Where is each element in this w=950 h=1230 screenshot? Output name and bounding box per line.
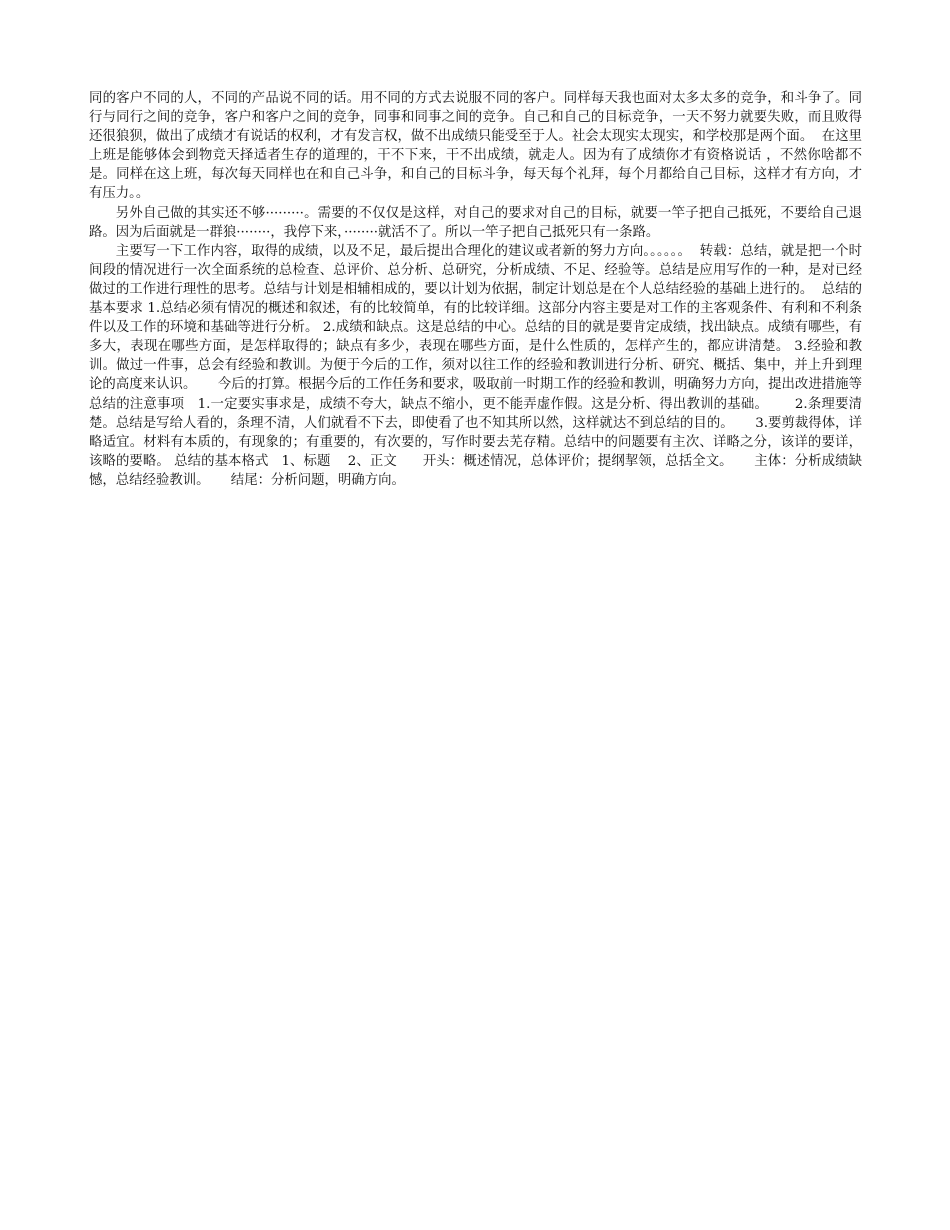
paragraph-self-pressure: 另外自己做的其实还不够·········。需要的不仅仅是这样，对自己的要求对自己的目标，就要一竿子把自己抵死，不要给自己退路。因为后面就是一群狼········，我停下来，········就活不了。所以一竿子把自己抵死只有一条路。	[89, 205, 862, 240]
paragraph-summary-guidelines: 主要写一下工作内容，取得的成绩，以及不足，最后提出合理化的建议或者新的努力方向。。。。。。 转载：总结，就是把一个时间段的情况进行一次全面系统的总检查、总评价、总分析、总研究，分析成绩、不足、经验等。总结是应用写作的一种，是对已经做过的工作进行理性的思考。总结与计划是相辅相成的，要以计划为依据，制定计划总是在个人总结经验的基础上进行的。 总结的基本要求 1.总结必须有情况的概述和叙述，有的比较简单，有的比较详细。这部分内容主要是对工作的主客观条件、有利和不利条件以及工作的环境和基础等进行分析。 2.成绩和缺点。这是总结的中心。总结的目的就是要肯定成绩，找出缺点。成绩有哪些，有多大，表现在哪些方面，是怎样取得的；缺点有多少，表现在哪些方面，是什么性质的，怎样产生的，都应讲清楚。 3.经验和教训。做过一件事，总会有经验和教训。为便于今后的工作，须对以往工作的经验和教训进行分析、研究、概括、集中，并上升到理论的高度来认识。 今后的打算。根据今后的工作任务和要求，吸取前一时期工作的经验和教训，明确努力方向，提出改进措施等 总结的注意事项 1.一定要实事求是，成绩不夸大，缺点不缩小，更不能弄虚作假。这是分析、得出教训的基础。 2.条理要清楚。总结是写给人看的，条理不清，人们就看不下去，即使看了也不知其所以然，这样就达不到总结的目的。 3.要剪裁得体，详略适宜。材料有本质的，有现象的；有重要的，有次要的，写作时要去芜存精。总结中的问题要有主次、详略之分，该详的要详，该略的要略。 总结的基本格式 1、标题 2、正文 开头：概述情况，总体评价；提纲挈领，总括全文。 主体：分析成绩缺憾，总结经验教训。 结尾：分析问题，明确方向。	[89, 243, 867, 488]
document-body	[89, 89, 867, 490]
paragraph-customer-competition: 同的客户不同的人，不同的产品说不同的话。用不同的方式去说服不同的客户。同样每天我也面对太多太多的竞争，和斗争了。同行与同行之间的竞争，客户和客户之间的竞争，同事和同事之间的竞争。自己和自己的目标竞争，一天不努力就要失败，而且败得还很狼狈，做出了成绩才有说话的权利，才有发言权，做不出成绩只能受至于人。社会太现实太现实，和学校那是两个面。 在这里上班是能够体会到物竞天择适者生存的道理的，干不下来，干不出成绩，就走人。因为有了成绩你才有资格说话 ，不然你啥都不是。同样在这上班，每次每天同样也在和自己斗争，和自己的目标斗争，每天每个礼拜，每个月都给自己目标，这样才有方向，才有压力。。	[89, 91, 862, 202]
